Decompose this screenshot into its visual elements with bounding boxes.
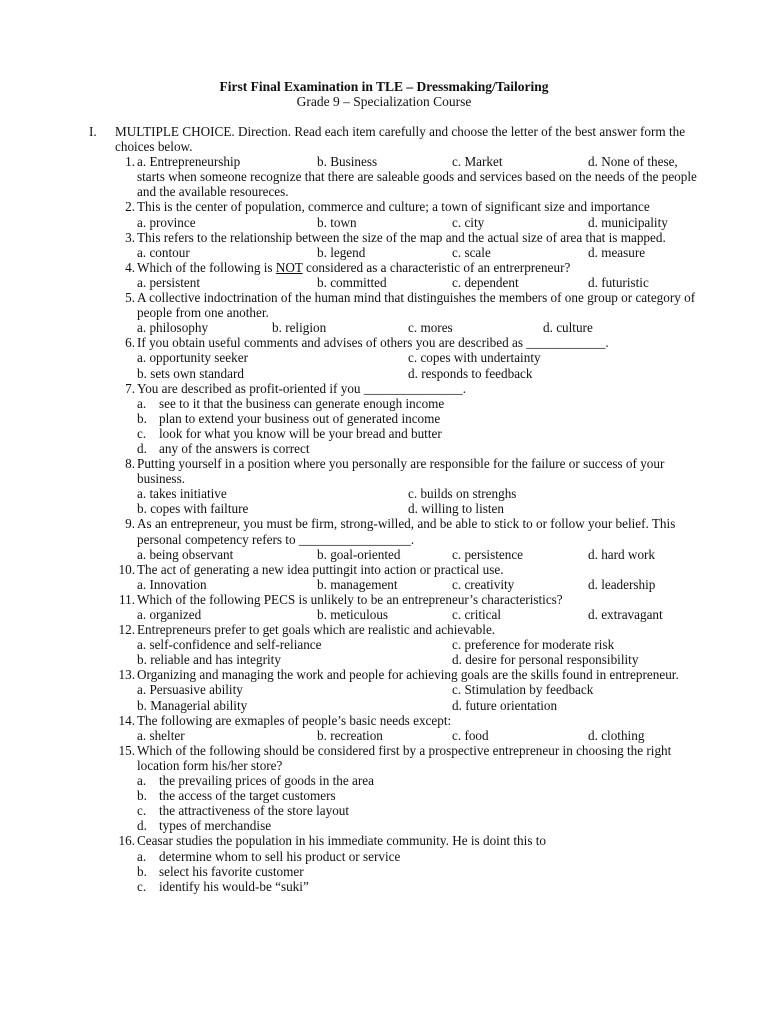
option-text: plan to extend your business out of generated income (159, 410, 441, 426)
question-number: 6. (125, 335, 135, 351)
question-text: You are described as profit-oriented if you _______________. (137, 380, 467, 396)
option-a: a. Entrepreneurship (137, 154, 241, 170)
options-row (137, 607, 715, 622)
options-row (137, 350, 715, 365)
question-12 (115, 622, 715, 667)
option-c (137, 803, 715, 818)
option-d: d. responds to feedback (408, 365, 533, 381)
option-a: a. organized (137, 607, 202, 622)
question-number: 9. (125, 516, 135, 532)
question-text: If you obtain useful comments and advises of others you are described as ____________. (137, 335, 609, 351)
question-text: A collective indoctrination of the human mind that distinguishes the members of one group or category of people from one another. (137, 290, 696, 321)
option-d: d. leadership (588, 576, 656, 592)
option-c: c. persistence (452, 546, 524, 562)
option-d: d. future orientation (452, 697, 558, 713)
option-letter: d. (137, 818, 147, 834)
option-d: d. municipality (588, 214, 668, 230)
question-2 (115, 199, 715, 229)
option-letter: b. (137, 863, 147, 879)
option-b: b. reliable and has integrity (137, 652, 281, 668)
option-b: b. copes with failture (137, 501, 249, 517)
option-b: b. legend (317, 244, 366, 260)
section-direction: MULTIPLE CHOICE. Direction. Read each item carefully and choose the letter of the best answer form the choices below. (115, 124, 686, 155)
question-text: As an entrepreneur, you must be firm, strong-willed, and be able to stick to or follow your belief. This personal competency refers to _________________. (137, 516, 676, 547)
option-text: see to it that the business can generate enough income (159, 395, 445, 411)
option-d: d. culture (543, 320, 593, 336)
options-row (137, 501, 715, 516)
question-number: 8. (125, 456, 135, 472)
option-d (137, 441, 715, 456)
option-c: c. food (452, 727, 489, 743)
question-text: Putting yourself in a position where you personally are responsible for the failure or success of your business. (137, 456, 665, 487)
question-text-post: considered as a characteristic of an entrerpreneur? (302, 259, 571, 275)
option-letter: c. (137, 878, 147, 894)
option-c (137, 426, 715, 441)
option-b: b. meticulous (317, 607, 389, 622)
option-letter: a. (137, 395, 147, 411)
option-b (137, 864, 715, 879)
option-c: c. scale (452, 244, 491, 260)
option-c: c. city (452, 214, 485, 230)
question-number: 16. (118, 833, 135, 849)
option-a: a. philosophy (137, 320, 209, 336)
option-c: c. Stimulation by feedback (452, 682, 594, 698)
option-text: select his favorite customer (159, 863, 304, 879)
option-letter: c. (137, 803, 147, 819)
option-text: look for what you know will be your bread and butter (159, 425, 442, 441)
option-a: a. Innovation (137, 576, 207, 592)
question-number: 14. (118, 712, 135, 728)
option-letter: b. (137, 410, 147, 426)
option-c: c. copes with undertainty (408, 350, 541, 366)
question-10 (115, 562, 715, 592)
question-text: The following are exmaples of people’s basic needs except: (137, 712, 452, 728)
option-letter: c. (137, 425, 147, 441)
option-text: the prevailing prices of goods in the area (159, 773, 374, 789)
option-text: the attractiveness of the store layout (159, 803, 350, 819)
question-text: starts when someone recognize that there are saleable goods and services based on the needs of the people and the available resoureces. (137, 169, 697, 200)
question-number: 5. (125, 290, 135, 306)
options-row (137, 547, 715, 562)
question-9 (115, 516, 715, 561)
options-row (137, 275, 715, 290)
option-a (137, 396, 715, 411)
option-c: c. preference for moderate risk (452, 637, 615, 653)
question-1 (115, 154, 715, 199)
question-text: This refers to the relationship between the size of the map and the actual size of area that is mapped. (137, 229, 666, 245)
option-b: b. committed (317, 274, 387, 290)
question-4 (115, 260, 715, 290)
option-a: a. self-confidence and self-reliance (137, 637, 322, 653)
option-a: a. province (137, 214, 196, 230)
option-text: determine whom to sell his product or service (159, 848, 401, 864)
options-row (137, 577, 715, 592)
option-b: b. sets own standard (137, 365, 244, 381)
options-row (137, 215, 715, 230)
exam-subtitle: Grade 9 – Specialization Course (296, 94, 472, 109)
option-letter: a. (137, 773, 147, 789)
option-b: b. goal-oriented (317, 546, 401, 562)
question-14 (115, 713, 715, 743)
question-text: This is the center of population, commerce and culture; a town of significant size and importance (137, 199, 650, 215)
option-b: b. religion (272, 320, 327, 336)
question-3 (115, 230, 715, 260)
option-c: c. creativity (452, 576, 515, 592)
question-15 (115, 743, 715, 834)
question-text (137, 260, 715, 275)
option-c: c. builds on strenghs (408, 486, 517, 502)
option-a: a. persistent (137, 274, 200, 290)
option-a: a. takes initiative (137, 486, 227, 502)
question-number: 10. (118, 561, 135, 577)
question-number: 3. (125, 229, 135, 245)
question-5 (115, 290, 715, 335)
option-text: identify his would-be “suki” (159, 878, 309, 894)
option-d (137, 818, 715, 833)
question-8 (115, 456, 715, 516)
question-11 (115, 592, 715, 622)
option-a: a. Persuasive ability (137, 682, 243, 698)
option-a (137, 773, 715, 788)
option-d: d. measure (588, 244, 646, 260)
question-number: 1. (125, 154, 135, 170)
section-heading (89, 124, 715, 154)
option-b: b. Business (317, 154, 378, 170)
question-text: Organizing and managing the work and people for achieving goals are the skills found in entrepreneur. (137, 667, 679, 683)
options-row (137, 652, 715, 667)
options-row (137, 154, 715, 169)
question-text: The act of generating a new idea puttingit into action or practical use. (137, 561, 504, 577)
option-d: d. willing to listen (408, 501, 504, 517)
option-text: any of the answers is correct (159, 440, 310, 456)
question-text: Which of the following should be considered first by a prospective entrepreneur in choosing the right location form his/her store? (137, 742, 672, 773)
option-b: b. management (317, 576, 398, 592)
option-d: d. futuristic (588, 274, 649, 290)
option-text: the access of the target customers (159, 788, 336, 804)
option-letter: d. (137, 440, 147, 456)
option-c: c. critical (452, 607, 502, 622)
option-b: b. recreation (317, 727, 383, 743)
exam-title: First Final Examination in TLE – Dressmaking/Tailoring (219, 79, 549, 94)
question-7 (115, 381, 715, 456)
question-text: Which of the following PECS is unlikely to be an entrepreneur’s characteristics? (137, 591, 563, 607)
question-number: 11. (119, 591, 135, 607)
question-number: 2. (125, 199, 135, 215)
section-numeral: I. (89, 124, 97, 139)
option-a: a. shelter (137, 727, 185, 743)
option-b: b. Managerial ability (137, 697, 248, 713)
question-number: 15. (118, 742, 135, 758)
option-text: types of merchandise (159, 818, 272, 834)
options-row (137, 320, 715, 335)
question-number: 4. (125, 259, 135, 275)
question-text-pre: Which of the following is (137, 259, 276, 275)
question-number: 7. (125, 380, 135, 396)
options-row (137, 698, 715, 713)
exam-content (89, 124, 715, 894)
option-a: a. opportunity seeker (137, 350, 248, 366)
options-row (137, 486, 715, 501)
options-row (137, 245, 715, 260)
question-6 (115, 335, 715, 380)
option-a: a. being observant (137, 546, 234, 562)
option-b (137, 788, 715, 803)
question-number: 13. (118, 667, 135, 683)
option-letter: a. (137, 848, 147, 864)
option-d: d. hard work (588, 546, 656, 562)
option-c: c. mores (408, 320, 453, 336)
options-row (137, 366, 715, 381)
option-letter: b. (137, 788, 147, 804)
option-d: d. desire for personal responsibility (452, 652, 639, 668)
option-d: d. extravagant (588, 607, 663, 622)
question-number: 12. (118, 622, 135, 638)
options-row (137, 682, 715, 697)
options-row (137, 728, 715, 743)
question-text: Ceasar studies the population in his immediate community. He is doint this to (137, 833, 547, 849)
option-b: b. town (317, 214, 357, 230)
options-row (137, 637, 715, 652)
question-text: Entrepreneurs prefer to get goals which are realistic and achievable. (137, 622, 496, 638)
option-d: d. clothing (588, 727, 645, 743)
option-c (137, 879, 715, 894)
question-13 (115, 667, 715, 712)
option-d: d. None of these, (588, 154, 678, 170)
option-c: c. dependent (452, 274, 519, 290)
underlined-word: NOT (275, 259, 303, 275)
option-b (137, 411, 715, 426)
option-a: a. contour (137, 244, 190, 260)
question-16 (115, 833, 715, 893)
option-c: c. Market (452, 154, 503, 170)
option-a (137, 849, 715, 864)
